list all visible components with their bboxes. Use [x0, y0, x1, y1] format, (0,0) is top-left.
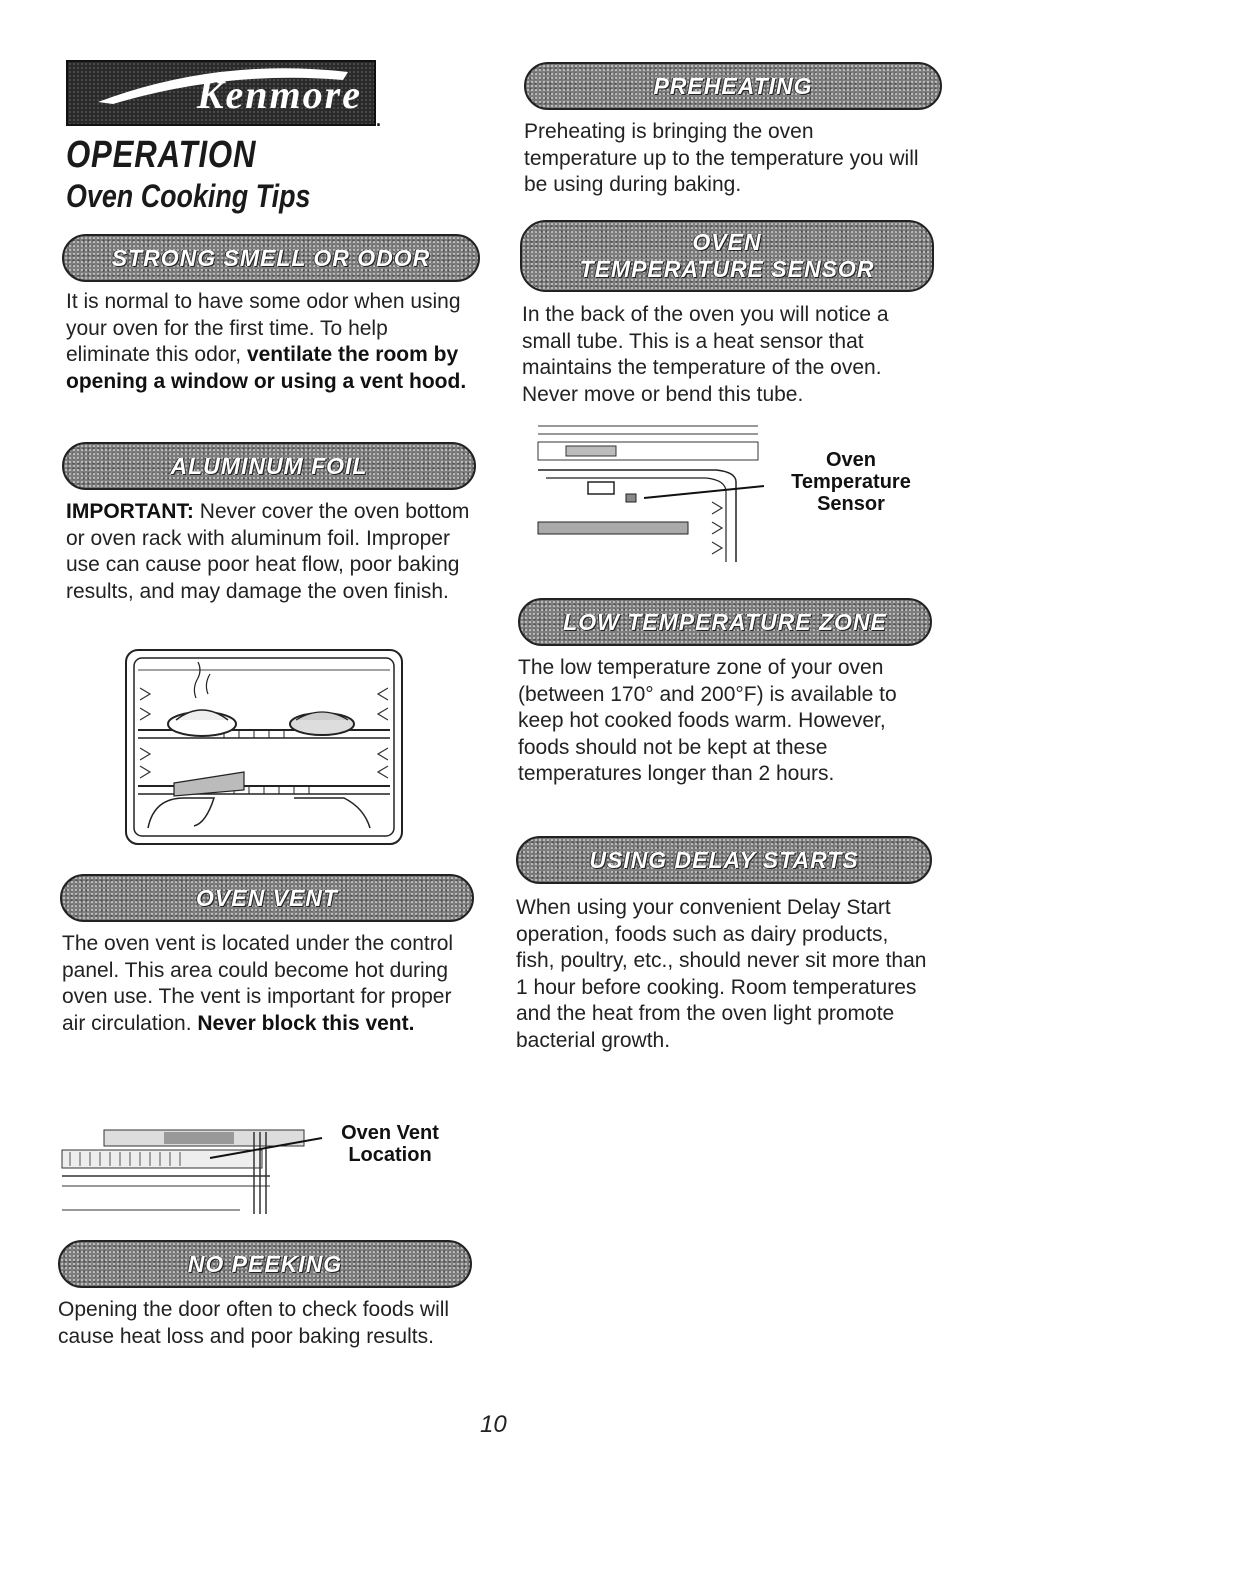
heading-strong-smell-text: STRONG SMELL OR ODOR — [111, 244, 431, 271]
heading-delay-starts-text: USING DELAY STARTS — [589, 846, 859, 873]
oven-vent-caption-line2: Location — [348, 1144, 432, 1166]
heading-oven-vent — [60, 874, 474, 922]
heading-oven-vent-text: OVEN VENT — [196, 884, 338, 911]
heading-aluminum-foil — [62, 442, 476, 490]
kenmore-logo — [66, 60, 376, 126]
heading-delay-starts — [516, 836, 932, 884]
heading-no-peeking-text: NO PEEKING — [187, 1250, 343, 1277]
page-title: OPERATION — [66, 134, 257, 176]
oven-vent-illustration — [60, 1124, 340, 1216]
heading-aluminum-foil-text: ALUMINUM FOIL — [170, 452, 368, 479]
page-subtitle: Oven Cooking Tips — [66, 178, 311, 214]
no-peeking-text — [58, 1297, 458, 1350]
low-temp-zone-text — [518, 655, 928, 788]
temp-sensor-caption-line2: Temperature — [791, 471, 911, 493]
heading-temp-sensor — [520, 220, 934, 292]
temp-sensor-illustration — [536, 422, 776, 570]
heading-no-peeking — [58, 1240, 472, 1288]
logo-dot: . — [376, 110, 382, 130]
heading-low-temp-zone — [518, 598, 932, 646]
heading-temp-sensor-line1: OVEN — [692, 229, 762, 255]
strong-smell-body: It is normal to have some odor when using your oven for the first time. To help eliminate this odor, — [66, 290, 461, 366]
temp-sensor-caption — [776, 449, 926, 515]
oven-vent-caption-line1: Oven Vent — [341, 1122, 439, 1144]
heading-preheating — [524, 62, 942, 110]
temp-sensor-caption-line3: Sensor — [817, 493, 885, 515]
brand-name: Kenmore — [196, 72, 362, 117]
temp-sensor-body: In the back of the oven you will notice a small tube. This is a heat sensor that maintains the temperature of the oven. Never move or bend this tube. — [522, 303, 889, 406]
aluminum-foil-body: Never cover the oven bottom or oven rack with aluminum foil. Improper use can cause poor heat flow, poor baking results, and may damage the oven finish. — [66, 500, 470, 603]
no-peeking-body: Opening the door often to check foods will cause heat loss and poor baking results. — [58, 1298, 450, 1348]
strong-smell-text — [66, 289, 476, 395]
preheating-text — [524, 119, 924, 199]
oven-vent-text — [62, 931, 462, 1037]
oven-vent-emphasis: Never block this vent. — [197, 1011, 415, 1035]
delay-starts-body: When using your convenient Delay Start operation, foods such as dairy products, fish, poultry, etc., should never sit more than 1 hour before cooking. Room temperatures and the heat from the oven light promote bacterial growth. — [516, 896, 927, 1052]
oven-vent-caption — [330, 1122, 450, 1166]
oven-interior-illustration — [124, 648, 406, 848]
preheating-body: Preheating is bringing the oven temperature up to the temperature you will be using during baking. — [524, 120, 919, 196]
low-temp-zone-body: The low temperature zone of your oven (between 170° and 200°F) is available to keep hot cooked foods warm. However, foods should not be kept at these temperatures longer than 2 hours. — [518, 656, 897, 785]
temp-sensor-text — [522, 302, 934, 408]
important-label: IMPORTANT: — [66, 500, 194, 523]
heading-strong-smell — [62, 234, 480, 282]
aluminum-foil-text — [66, 499, 480, 605]
delay-starts-text — [516, 895, 928, 1054]
oven-vent-body: The oven vent is located under the control panel. This area could become hot during oven use. The vent is important for proper air circulation. — [62, 932, 454, 1035]
temp-sensor-caption-line1: Oven — [825, 449, 877, 471]
heading-temp-sensor-line2: TEMPERATURE SENSOR — [579, 256, 875, 282]
heading-low-temp-zone-text: LOW TEMPERATURE ZONE — [563, 608, 887, 635]
strong-smell-emphasis: ventilate the room by opening a window or using a vent hood. — [66, 343, 467, 393]
heading-preheating-text: PREHEATING — [653, 72, 813, 99]
page-number: 10 — [480, 1411, 507, 1438]
